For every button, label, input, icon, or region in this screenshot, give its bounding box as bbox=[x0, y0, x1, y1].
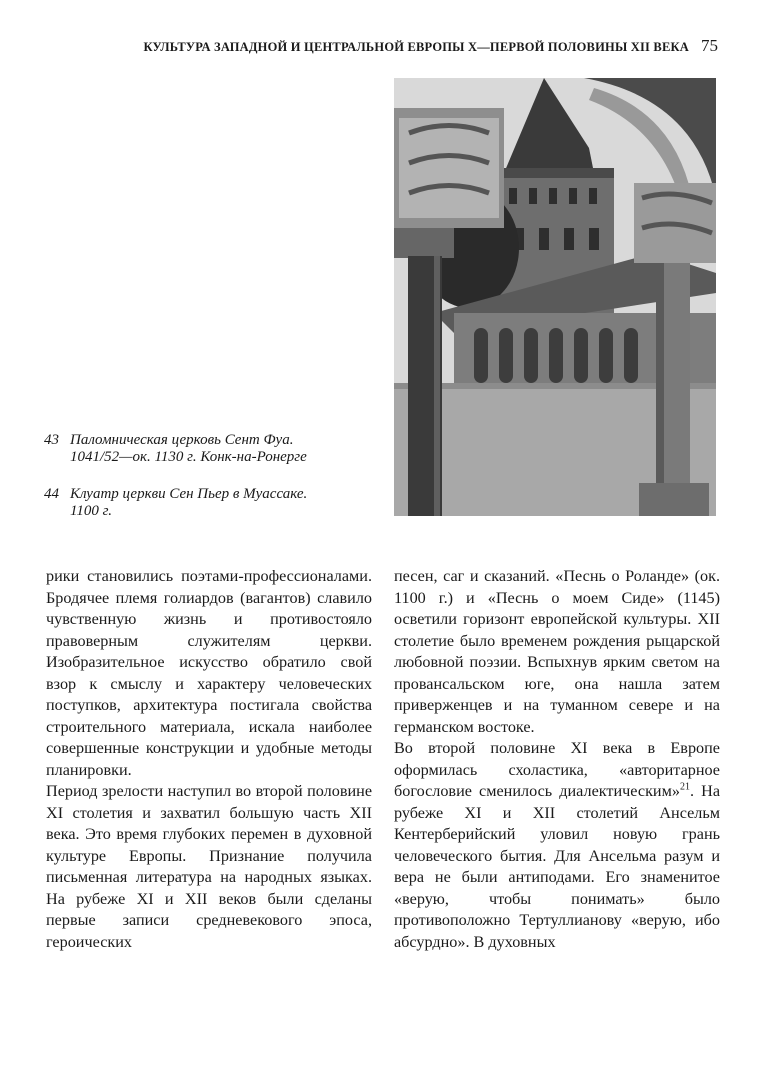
paragraph: Период зрелости наступил во второй половине XI столетия и захватил большую часть XII века. Это время глубоких перемен в духовной культуре Европы. Признание получила письменная литература на народных языках. На рубеже XI и XII веков были сделаны первые записи средневекового эпоса, героических bbox=[46, 782, 372, 951]
footnote-reference[interactable]: 21 bbox=[679, 781, 690, 793]
caption-line: Клуатр церкви Сен Пьер в Муассаке. bbox=[70, 486, 308, 502]
caption-line: Паломническая церковь Сент Фуа. bbox=[70, 432, 294, 448]
figure-caption-43 bbox=[44, 432, 374, 466]
running-header bbox=[70, 36, 718, 58]
caption-number: 43 bbox=[44, 432, 59, 448]
figure-caption-44 bbox=[44, 486, 374, 520]
left-text-column bbox=[46, 566, 372, 953]
running-header-title: КУЛЬТУРА ЗАПАДНОЙ И ЦЕНТРАЛЬНОЙ ЕВРОПЫ X—ПЕРВОЙ ПОЛОВИНЫ XII ВЕКА bbox=[143, 40, 689, 54]
paragraph: песен, саг и сказаний. «Песнь о Роланде» (ок. 1100 г.) и «Песнь о моем Сиде» (1145) осветили горизонт европейской культуры. XII столетие было временем рождения рыцарской любовной поэзии. Вспыхнув ярким светом на провансальском юге, она нашла затем приверженцев и на туманном севере и на германском востоке. bbox=[394, 567, 720, 736]
cloister-photo-illustration bbox=[394, 78, 716, 516]
caption-line: 1100 г. bbox=[70, 503, 113, 519]
right-text-column bbox=[394, 566, 720, 953]
paragraph bbox=[394, 738, 720, 953]
paragraph: рики становились поэтами-профессионалами. Бродячее племя голиардов (вагантов) славило чувственную жизнь и противостояло правоверным служителям церкви. Изобразительное искусство обратило свой взор к смыслу и характеру человеческих поступков, архитектура постигала свойства строительного материала, искала наиболее совершенные конструкции и удобные методы планировки. bbox=[46, 567, 372, 779]
caption-number: 44 bbox=[44, 486, 59, 502]
cloister-photograph bbox=[394, 78, 716, 516]
page-number: 75 bbox=[701, 36, 718, 55]
caption-line: 1041/52—ок. 1130 г. Конк-на-Ронерге bbox=[70, 449, 307, 465]
paragraph-text: . На рубеже XI и XII столетий Ансельм Кентерберийский уловил новую грань человеческого бытия. Для Ансельма разум и вера не были антиподами. Его знаменитое «верую, чтобы понимать» было противоположно Тертуллианову «верую, ибо абсурдно». В духовных bbox=[394, 782, 720, 951]
paragraph-text: Во второй половине XI века в Европе оформилась схоластика, «авторитарное богословие сменилось диалектическим» bbox=[394, 739, 720, 800]
